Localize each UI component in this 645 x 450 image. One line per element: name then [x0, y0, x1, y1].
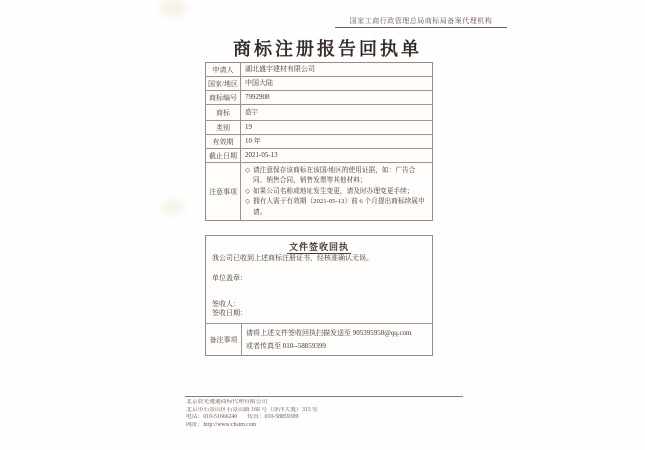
notes-list: [241, 163, 432, 220]
table-row-applicant: [206, 63, 432, 77]
agency-filing-note: 国家工商行政管理总局商标局备案代理机构: [335, 17, 507, 28]
row-label: 商标: [206, 105, 241, 120]
row-label: 国家/地区: [206, 77, 241, 90]
note-text: 请注意保存该商标在该国/地区的使用证据，如：广告合同、销售合同、销售发票等其他材料；: [253, 167, 416, 185]
page-title: 商标注册报告回执单: [233, 39, 422, 59]
footer-phone-fax: [186, 414, 466, 422]
scan-smudge: [160, 0, 188, 16]
table-row-country: [206, 77, 432, 91]
row-value: 10 年: [245, 137, 261, 145]
note-item: [245, 187, 428, 197]
row-value: 2021-05-13: [245, 151, 278, 159]
receipt-section: [205, 235, 433, 356]
note-item: [245, 166, 428, 187]
receipt-title-text: 文件签收回执: [288, 242, 349, 252]
footer-address: 北京市石景山区石景山路 166 号（泽洋大厦）313 室: [186, 406, 318, 413]
table-row-trademark-number: [206, 91, 432, 105]
row-value: 7992908: [245, 93, 270, 101]
sign-date-label: 签收日期：: [212, 309, 247, 317]
row-value: 盛宇: [245, 109, 258, 116]
row-label: 注意事项: [206, 163, 241, 220]
signer-label: 签收人：: [212, 300, 240, 308]
footer-fax: 传真：010-58859399: [247, 414, 299, 421]
remark-line-fax: 或者传真至 010--58859399: [246, 342, 326, 350]
row-value: 湖北盛宇建材有限公司: [245, 65, 315, 73]
receipt-statement: 我公司已收到上述商标注册证书，经核准确认无误。: [212, 254, 373, 262]
diamond-bullet-icon: ◇: [245, 198, 251, 206]
row-value: 中国大陆: [245, 79, 273, 87]
note-text: 如果公司名称或地址发生变更，请及时办理变更手续；: [253, 187, 414, 195]
row-label: 有效期: [206, 135, 241, 148]
receipt-signing-area: [206, 236, 432, 324]
row-label: 备注事项: [206, 324, 242, 356]
row-value: 19: [245, 123, 252, 131]
trademark-info-table: [205, 62, 433, 221]
company-stamp-label: 单位盖章：: [212, 274, 247, 282]
table-row-remarks: [206, 324, 432, 356]
row-label: 类别: [206, 121, 241, 134]
footer-company: 北京晨光驰通商标代理有限公司: [186, 399, 268, 405]
note-text: 拥有人需于有效期（2021-05-13）前 6 个月提出商标续展申请。: [253, 198, 425, 216]
diamond-bullet-icon: ◇: [245, 187, 251, 195]
table-row-expiry-date: [206, 149, 432, 163]
row-label: 申请人: [206, 63, 241, 76]
note-item: [245, 197, 428, 218]
receipt-section-title: [206, 240, 432, 253]
table-row-notes: [206, 163, 432, 220]
agency-footer: [186, 399, 466, 429]
footer-phone: 电话：010-51666240: [186, 414, 238, 421]
scan-smudge: [162, 200, 184, 214]
row-label: 商标编号: [206, 91, 241, 104]
remark-line-scan-email: 请将上述文件签收回执扫描发送至 905395958@qq.com: [246, 329, 412, 337]
diamond-bullet-icon: ◇: [245, 167, 251, 174]
row-label: 截止日期: [206, 149, 241, 162]
table-row-trademark: [206, 105, 432, 121]
footer-website: 网址：http://www.chstm.com: [186, 421, 257, 428]
table-row-validity: [206, 135, 432, 149]
remark-content: [242, 324, 432, 356]
table-row-class: [206, 121, 432, 135]
footer-divider: [185, 396, 463, 397]
